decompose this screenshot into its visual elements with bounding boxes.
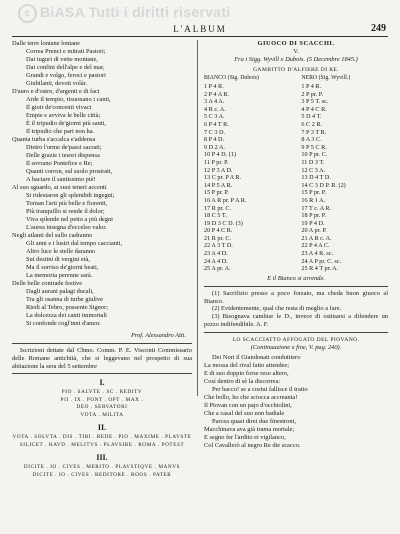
- verse-line: Che a casal del suo non badiale: [204, 409, 285, 417]
- move-number: 3: [204, 98, 208, 106]
- black-move-text: T c. A R.: [309, 204, 332, 212]
- verse-line: Così dentro di sè la discorrea:: [204, 377, 281, 385]
- white-move: [204, 106, 301, 114]
- move-number: 19: [204, 219, 211, 227]
- poem-line: Dagli aurani palagi ducali,: [26, 288, 94, 295]
- move-number: 1: [204, 83, 208, 90]
- section-numeral: II.: [97, 423, 107, 433]
- poem-line: Altro luce le stelle daranno: [26, 248, 96, 255]
- poem-line: Giubilanti, devoti volàr.: [26, 80, 88, 87]
- section2-subtitle: (Continuazione e fine, V. pag. 240).: [250, 343, 342, 351]
- white-move-text: C 3 D.: [208, 128, 225, 136]
- poem-line: La memoria perenne sarà.: [26, 272, 93, 279]
- black-move-text: P 4 D.: [309, 219, 325, 227]
- poem-line: Più tranquillo si rende il dolor;: [26, 208, 105, 215]
- black-move-text: C 3 A.: [309, 166, 326, 174]
- poem-line: Grandi e volgo, feroci e pastori: [26, 72, 106, 79]
- divider: [204, 286, 388, 287]
- move-number: 16: [301, 196, 308, 204]
- white-move-text: A pr. A.: [211, 265, 231, 273]
- black-move: [301, 205, 388, 213]
- move-number: 14: [301, 181, 308, 189]
- inscription-line: DICITE . IO . CIVES . MERITO . PLAVSTIQVE . MANVS: [23, 464, 181, 471]
- poem-line: Tornan l'arti più belle e fiorenti,: [26, 200, 108, 207]
- black-move-text: P 3 T R.: [306, 128, 327, 136]
- move-row: [204, 121, 388, 129]
- poem-line: Negli atlanti del sullo cadranno: [12, 232, 93, 239]
- poem-line: Il gioir de'concenti vivaci: [26, 104, 92, 111]
- verse-line: Macchinava ava già trama mortale;: [204, 425, 295, 433]
- move-number: 7: [204, 128, 208, 136]
- chess-numeral: V.: [293, 48, 299, 55]
- right-column: [204, 40, 388, 450]
- column-divider: [197, 40, 198, 396]
- section-numeral: I.: [99, 378, 105, 388]
- poem-line: Ma il sorriso de'giorni beati,: [26, 264, 99, 271]
- move-row: [204, 136, 388, 144]
- move-number: 20: [204, 227, 211, 235]
- black-move: [301, 250, 388, 258]
- black-move-text: A 3 C.: [305, 136, 322, 144]
- inscription-line: PII . IX . PONT . OPT . MAX .: [60, 396, 144, 403]
- move-row: [204, 83, 388, 91]
- black-move-text: C 2 R.: [306, 120, 323, 128]
- white-move-text: R c. A.: [208, 105, 226, 113]
- poem-line: Si ridestaron gli splendidi ingegni;: [26, 192, 115, 199]
- move-number: 11: [204, 158, 210, 166]
- move-number: 12: [204, 166, 211, 174]
- black-move-text: A 4 R. sc.: [308, 250, 334, 258]
- white-move: [204, 212, 301, 220]
- poem: [12, 40, 192, 328]
- poem-line: È il tripudio de'giorni più santi,: [26, 120, 106, 127]
- white-move: [204, 242, 301, 250]
- black-move: [301, 235, 388, 243]
- poem-line: L'aurea insegna d'eccelso valor.: [26, 224, 107, 231]
- black-move-text: D 4 T.: [306, 113, 322, 121]
- white-move: [204, 205, 301, 213]
- black-move-text: P 4 R.: [306, 83, 322, 90]
- black-move: [301, 242, 388, 250]
- black-move: [301, 189, 388, 197]
- section2-title: LO SCACCIATTO AFFOGATO DEL PIOVANO.: [232, 336, 360, 343]
- white-move-text: R pr. C.: [211, 234, 231, 242]
- move-number: 1: [301, 83, 305, 90]
- white-move: [204, 91, 301, 99]
- black-move: [301, 151, 388, 159]
- white-move-text: C 3 A.: [208, 113, 225, 121]
- white-move: [204, 151, 301, 159]
- white-move-text: A R pr. P A R.: [211, 196, 247, 204]
- move-number: 9: [301, 143, 305, 151]
- section-numeral: III.: [96, 453, 108, 463]
- black-move: [301, 167, 388, 175]
- poem-line: Arde il tempio, risuonano i canti,: [26, 96, 111, 103]
- move-row: [204, 205, 388, 213]
- white-move-text: P 5 A R.: [211, 181, 233, 189]
- move-number: 25: [301, 265, 308, 273]
- move-number: 18: [301, 212, 308, 220]
- black-move-text: P 4 A C.: [309, 242, 330, 250]
- move-number: 15: [301, 189, 308, 197]
- poem-signature: Prof. Alessandro Atti.: [130, 332, 186, 339]
- black-move-text: P pr. P.: [306, 90, 323, 98]
- chess-game-table: [204, 74, 388, 273]
- black-move: [301, 98, 388, 106]
- chess-notes: [204, 290, 388, 329]
- black-move: [301, 212, 388, 220]
- move-number: 10: [204, 151, 211, 159]
- inscription-line: DICITE . IO . CIVES . REDITORE . ROOS . PATER: [32, 471, 172, 478]
- move-number: 17: [204, 204, 211, 212]
- white-move-text: P 4 D. (1): [211, 151, 236, 159]
- move-row: [204, 91, 388, 99]
- move-row: [204, 159, 388, 167]
- move-number: 17: [301, 204, 308, 212]
- black-move-text: A P pr. C. sc.: [308, 257, 342, 265]
- watermark: [18, 4, 231, 23]
- poem-line: A baciare il santissimo piè!: [26, 176, 96, 183]
- black-move-text: D 3 T.: [308, 158, 325, 166]
- white-move: [204, 83, 301, 91]
- verse-line: La mossa del rival fatto attendee;: [204, 361, 289, 369]
- poem-line: Delle belle contrade festive: [12, 280, 83, 287]
- chess-note: (3) Bisognava cambiar le D., invece di ostinarsi a difendere un pezzo indifendibile. A. F.: [204, 313, 388, 329]
- inscription-line: SILICET . HAVD . MELITVS . PLAVSIBE . ROMA . POTEST: [19, 441, 185, 448]
- black-move: [301, 136, 388, 144]
- move-number: 8: [301, 136, 305, 144]
- white-move: [204, 167, 301, 175]
- move-number: 21: [301, 234, 308, 242]
- white-move-text: A 4 A.: [208, 98, 225, 106]
- move-number: 19: [301, 219, 308, 227]
- black-move: [301, 144, 388, 152]
- poem-line: Dai confini dell'alpe e del mar,: [26, 64, 105, 71]
- move-number: 18: [204, 212, 211, 220]
- white-move: [204, 235, 301, 243]
- white-move-text: C 5 T.: [211, 212, 227, 220]
- verse-line: E di suo doppio forse reso altero,: [204, 369, 289, 377]
- white-move-text: A 4 D.: [211, 250, 228, 258]
- move-number: 22: [204, 242, 211, 250]
- black-move: [301, 174, 388, 182]
- white-move-text: P pr. P.: [211, 158, 229, 166]
- move-number: 4: [204, 105, 208, 113]
- black-move: [301, 220, 388, 228]
- move-number: 6: [301, 120, 305, 128]
- poem-line: Empie e avviva le belle città;: [26, 112, 101, 119]
- move-number: 3: [301, 98, 305, 106]
- page-number: 249: [371, 23, 386, 34]
- verse-line: Col Cavallerò al negro Re die scacco.: [204, 441, 301, 449]
- move-row: [204, 113, 388, 121]
- black-move-text: P pr. P.: [309, 189, 327, 197]
- inscription-note: Iscrizioni dettate dal Chmo. Comm. P. E. Visconti Commissario delle Romane antichità, che si leggevano nel prospetto di sua abitazione la sera del 5 settembre: [12, 347, 192, 370]
- poem-line: Riedi al Tebro, possente Signor;: [26, 304, 108, 311]
- black-move-text: P 4 C R.: [306, 105, 327, 113]
- black-move-text: P 5 C R.: [306, 143, 327, 151]
- black-move-text: R 1 A.: [309, 196, 326, 204]
- page-header: [12, 24, 388, 37]
- poem-line: Si confonde cogl'inni d'amor.: [26, 320, 101, 327]
- white-move: [204, 144, 301, 152]
- poem-line: Quanti corron, sul suolo prostrati,: [26, 168, 113, 175]
- black-move: [301, 227, 388, 235]
- black-move: [301, 159, 388, 167]
- white-move: [204, 220, 301, 228]
- move-number: 9: [204, 143, 208, 151]
- move-number: 16: [204, 196, 211, 204]
- move-row: [204, 98, 388, 106]
- verse-line: Parcea quasi direi due finestroni,: [212, 417, 296, 425]
- black-move: [301, 121, 388, 129]
- white-move-text: P 4 R.: [208, 83, 224, 90]
- black-move: [301, 129, 388, 137]
- white-player: BIANCO (Sig. Dubois): [204, 75, 259, 81]
- poem-line: Delle grazie i tesori dispensa: [26, 152, 100, 159]
- move-row: [204, 227, 388, 235]
- white-move-text: D 3 C D. (3): [211, 219, 243, 227]
- white-move: [204, 98, 301, 106]
- divider: [12, 343, 192, 344]
- inscription-line: PIO . SALVTE . SC . REDITV: [61, 389, 143, 396]
- move-number: 10: [301, 151, 308, 159]
- move-number: 15: [204, 189, 211, 197]
- black-player: NERO (Sig. Wyvill.): [301, 75, 351, 81]
- white-move-text: R pr. C.: [211, 204, 231, 212]
- poem-line: Sui destini di vergini età,: [26, 256, 90, 263]
- poem-line: Al suo sguardo, ai suoi teneri accenti: [12, 184, 107, 191]
- move-number: 13: [204, 174, 211, 182]
- white-move: [204, 265, 301, 273]
- move-number: 7: [301, 128, 305, 136]
- divider: [204, 332, 388, 333]
- black-move-text: A R c. A.: [308, 234, 332, 242]
- poem-line: Dai tuguri di vette montane,: [26, 56, 98, 63]
- poem-line: Dalle terre lontane lontane: [12, 40, 80, 47]
- black-move-text: P pr. C.: [309, 151, 328, 159]
- move-number: 14: [204, 181, 211, 189]
- move-number: 24: [204, 257, 211, 265]
- white-move-text: D 2 A.: [208, 143, 225, 151]
- move-number: 2: [204, 90, 208, 98]
- white-move: [204, 121, 301, 129]
- left-column: [12, 40, 192, 479]
- move-number: 23: [204, 250, 211, 258]
- chess-subtitle: Fra i Sigg. Wyvill e Dubois. (5 Decembre 1845.): [234, 56, 358, 63]
- chess-opening: GAMBITTO D'ALFIERE DI RE.: [252, 67, 340, 73]
- move-number: 23: [301, 250, 308, 258]
- move-row: [204, 167, 388, 175]
- white-move: [204, 174, 301, 182]
- poem-line: D'auro e d'ostro, d'argenti e di faci: [12, 88, 100, 95]
- white-move-text: P 4 T R.: [208, 120, 229, 128]
- white-move-text: P 3 A D.: [211, 166, 233, 174]
- move-number: 4: [301, 105, 305, 113]
- white-move: [204, 113, 301, 121]
- black-move-text: R 4 T pr. A.: [309, 265, 339, 273]
- white-move: [204, 159, 301, 167]
- move-number: 20: [301, 227, 308, 235]
- move-number: 5: [301, 113, 305, 121]
- move-row: [204, 212, 388, 220]
- move-number: 2: [301, 90, 305, 98]
- white-move-text: A 3 T D.: [211, 242, 233, 250]
- white-move-text: P 4 A R.: [208, 90, 230, 98]
- white-move: [204, 189, 301, 197]
- move-row: [204, 129, 388, 137]
- move-number: 24: [301, 257, 308, 265]
- black-move: [301, 83, 388, 91]
- copyright-icon: c: [18, 4, 37, 23]
- move-row: [204, 151, 388, 159]
- black-move-text: P pr. P.: [309, 212, 327, 220]
- white-move: [204, 227, 301, 235]
- move-row: [204, 189, 388, 197]
- white-move: [204, 136, 301, 144]
- verse-line: Il Piovan con un pajo d'occhiolini,: [204, 401, 292, 409]
- white-move-text: P pr. P.: [211, 189, 229, 197]
- black-move-text: C 3 D P. R. (2): [309, 181, 346, 189]
- move-row: [204, 174, 388, 182]
- poem-line: Gli anni e i lustri dal tempo caccianti,: [26, 240, 123, 247]
- white-move-text: P 4 C R.: [211, 227, 233, 235]
- black-move-text: D 4 T D.: [309, 174, 331, 182]
- black-move: [301, 91, 388, 99]
- move-number: 12: [301, 166, 308, 174]
- move-number: 11: [301, 158, 308, 166]
- move-row: [204, 197, 388, 205]
- move-row: [204, 235, 388, 243]
- white-move: [204, 182, 301, 190]
- black-move: [301, 258, 388, 266]
- white-move: [204, 250, 301, 258]
- chess-title: GIUOCO DI SCACCHI.: [257, 40, 335, 47]
- poem-line: Il tripudio che pari non ha.: [26, 128, 95, 135]
- page-title: L'ALBUM: [173, 24, 227, 34]
- poem-line: La dolcezza dei canti immortali: [26, 312, 107, 319]
- divider: [12, 373, 192, 374]
- move-row: [204, 258, 388, 266]
- move-number: 6: [204, 120, 208, 128]
- move-row: [204, 250, 388, 258]
- chess-note: (2) Evidentemente, qual che resta di meglio a fare.: [212, 305, 342, 313]
- move-row: [204, 144, 388, 152]
- move-row: [204, 265, 388, 273]
- inscription-line: DEO . SERVATORI: [76, 404, 128, 411]
- move-number: 25: [204, 265, 211, 273]
- watermark-text: BiASA Tutti i diritti riservati: [40, 4, 231, 21]
- black-move: [301, 113, 388, 121]
- move-row: [204, 220, 388, 228]
- black-move: [301, 265, 388, 273]
- chess-note: (1) Sacrifizio presso a poco forzato, ma cheda buon giuoco al Bianco.: [204, 289, 388, 305]
- black-move: [301, 182, 388, 190]
- move-number: 8: [204, 136, 208, 144]
- white-move: [204, 129, 301, 137]
- move-number: 13: [301, 174, 308, 182]
- white-move: [204, 197, 301, 205]
- game-result: E il Bianco si arrende.: [267, 274, 325, 282]
- move-row: [204, 242, 388, 250]
- white-move: [204, 258, 301, 266]
- black-move: [301, 106, 388, 114]
- inscriptions: [12, 379, 192, 479]
- black-move-text: A pr. P.: [308, 227, 327, 235]
- white-move-text: P 4 D.: [208, 136, 225, 144]
- verses: [204, 354, 388, 450]
- white-move-text: C pr. P A R.: [211, 174, 242, 182]
- inscription-line: VOTA . SOLVTA . DIS . TIBI . REDE . PIO . MAXIME . PLAVSTE: [12, 434, 192, 441]
- move-number: 21: [204, 234, 211, 242]
- poem-line: Quanta turba s'accalca e'addensa: [12, 136, 96, 143]
- move-row: [204, 182, 388, 190]
- verse-line: Dei Nori il Giandonati conduttiero: [212, 353, 301, 361]
- poem-line: Dietro l'orme de'passi sacrati;: [26, 144, 102, 151]
- move-row: [204, 106, 388, 114]
- black-move: [301, 197, 388, 205]
- verse-line: Per bacco! se a costui fallisce il tratto: [212, 385, 308, 393]
- move-number: 5: [204, 113, 208, 121]
- black-move-text: P 5 T. sc.: [306, 98, 329, 106]
- white-move-text: A 4 D.: [211, 257, 228, 265]
- inscription-line: VOTA . MILITA: [80, 411, 124, 418]
- poem-line: Tra gli osanna di turbe giulive: [26, 296, 103, 303]
- move-number: 22: [301, 242, 308, 250]
- verse-line: Che bollo, ho che sciocca accreanta!: [204, 393, 298, 401]
- poem-line: Il sovrano Pontefice e Re;: [26, 160, 93, 167]
- poem-line: Viva splende nel petto a più degni: [26, 216, 113, 223]
- verse-line: E segno fer l'ardito ei vigilanco,: [204, 433, 286, 441]
- poem-line: Correa Prenci e mitrati Pastori;: [26, 48, 106, 55]
